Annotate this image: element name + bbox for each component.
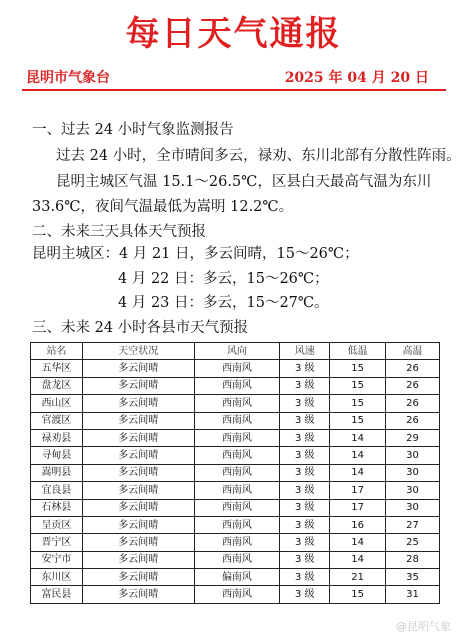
cell-wind-direction: 西南风 (194, 551, 280, 568)
cell-wind-direction: 西南风 (194, 586, 280, 603)
cell-wind-direction: 偏南风 (194, 569, 280, 586)
col-header-wind-speed: 风速 (280, 343, 330, 360)
col-header-high-temp: 高温 (386, 343, 440, 360)
cell-wind-speed: 3 级 (280, 377, 330, 394)
cell-wind-direction: 西南风 (194, 377, 280, 394)
cell-station: 安宁市 (31, 551, 83, 568)
table-row (31, 499, 440, 516)
cell-wind-direction: 西南风 (194, 412, 280, 429)
cell-high-temp: 28 (386, 551, 440, 568)
cell-high-temp: 27 (386, 516, 440, 533)
cell-station: 五华区 (31, 360, 83, 377)
table-row (31, 464, 440, 481)
cell-station: 石林县 (31, 499, 83, 516)
cell-wind-speed: 3 级 (280, 482, 330, 499)
cell-wind-direction: 西南风 (194, 516, 280, 533)
cell-high-temp: 26 (386, 360, 440, 377)
cell-high-temp: 30 (386, 464, 440, 481)
cell-wind-direction: 西南风 (194, 499, 280, 516)
cell-wind-speed: 3 级 (280, 464, 330, 481)
table-row (31, 447, 440, 464)
cell-wind-speed: 3 级 (280, 360, 330, 377)
cell-sky: 多云间晴 (82, 534, 194, 551)
col-header-low-temp: 低温 (330, 343, 386, 360)
issue-date: 2025 年 04 月 20 日 (284, 70, 429, 86)
cell-low-temp: 15 (330, 586, 386, 603)
table-row (31, 377, 440, 394)
table-row (31, 569, 440, 586)
table-row (31, 482, 440, 499)
cell-wind-speed: 3 级 (280, 551, 330, 568)
section1-line2: 昆明主城区气温 15.1～26.5℃，区县白天最高气温为东川 (56, 174, 432, 190)
cell-sky: 多云间晴 (82, 377, 194, 394)
cell-low-temp: 15 (330, 377, 386, 394)
section1-heading: 一、过去 24 小时气象监测报告 (32, 122, 234, 138)
cell-wind-speed: 3 级 (280, 412, 330, 429)
cell-wind-speed: 3 级 (280, 395, 330, 412)
table-row (31, 429, 440, 446)
table-row (31, 360, 440, 377)
cell-high-temp: 30 (386, 447, 440, 464)
cell-low-temp: 17 (330, 482, 386, 499)
col-header-station: 站名 (31, 343, 83, 360)
cell-low-temp: 16 (330, 516, 386, 533)
col-header-sky: 天空状况 (82, 343, 194, 360)
section3-heading: 三、未来 24 小时各县市天气预报 (32, 320, 249, 336)
section2-line1: 昆明主城区：4 月 21 日，多云间晴，15～26℃； (32, 246, 359, 262)
table-row (31, 586, 440, 603)
cell-low-temp: 15 (330, 395, 386, 412)
cell-station: 盘龙区 (31, 377, 83, 394)
cell-wind-direction: 西南风 (194, 360, 280, 377)
cell-low-temp: 15 (330, 412, 386, 429)
cell-sky: 多云间晴 (82, 586, 194, 603)
table-header-row (31, 343, 440, 360)
cell-wind-speed: 3 级 (280, 534, 330, 551)
cell-sky: 多云间晴 (82, 360, 194, 377)
cell-wind-speed: 3 级 (280, 499, 330, 516)
cell-station: 禄劝县 (31, 429, 83, 446)
cell-sky: 多云间晴 (82, 395, 194, 412)
cell-station: 晋宁区 (31, 534, 83, 551)
cell-wind-speed: 3 级 (280, 569, 330, 586)
col-header-wind-direction: 风向 (194, 343, 280, 360)
cell-wind-direction: 西南风 (194, 447, 280, 464)
cell-low-temp: 14 (330, 429, 386, 446)
cell-wind-speed: 3 级 (280, 586, 330, 603)
cell-low-temp: 14 (330, 464, 386, 481)
cell-wind-direction: 西南风 (194, 482, 280, 499)
cell-station: 呈贡区 (31, 516, 83, 533)
table-row (31, 412, 440, 429)
cell-station: 西山区 (31, 395, 83, 412)
cell-wind-direction: 西南风 (194, 534, 280, 551)
cell-wind-speed: 3 级 (280, 447, 330, 464)
cell-low-temp: 21 (330, 569, 386, 586)
cell-low-temp: 14 (330, 551, 386, 568)
cell-wind-direction: 西南风 (194, 464, 280, 481)
section2-line3: 4 月 23 日：多云，15～27℃。 (118, 295, 329, 311)
cell-sky: 多云间晴 (82, 499, 194, 516)
section2-line2: 4 月 22 日：多云，15～26℃； (118, 271, 329, 287)
cell-station: 官渡区 (31, 412, 83, 429)
cell-high-temp: 25 (386, 534, 440, 551)
cell-wind-speed: 3 级 (280, 516, 330, 533)
cell-sky: 多云间晴 (82, 569, 194, 586)
cell-station: 寻甸县 (31, 447, 83, 464)
cell-low-temp: 14 (330, 447, 386, 464)
cell-station: 东川区 (31, 569, 83, 586)
table-row (31, 395, 440, 412)
cell-low-temp: 15 (330, 360, 386, 377)
cell-high-temp: 26 (386, 395, 440, 412)
bulletin-title: 每日天气通报 (125, 14, 342, 54)
cell-wind-direction: 西南风 (194, 395, 280, 412)
cell-sky: 多云间晴 (82, 412, 194, 429)
table-row (31, 534, 440, 551)
section2-heading: 二、未来三天具体天气预报 (32, 224, 206, 240)
cell-sky: 多云间晴 (82, 516, 194, 533)
cell-station: 宜良县 (31, 482, 83, 499)
section1-line3: 33.6℃，夜间气温最低为嵩明 12.2℃。 (32, 199, 294, 215)
table-row (31, 551, 440, 568)
cell-high-temp: 26 (386, 412, 440, 429)
cell-low-temp: 14 (330, 534, 386, 551)
cell-high-temp: 29 (386, 429, 440, 446)
cell-wind-speed: 3 级 (280, 429, 330, 446)
cell-high-temp: 35 (386, 569, 440, 586)
cell-station: 嵩明县 (31, 464, 83, 481)
cell-sky: 多云间晴 (82, 482, 194, 499)
cell-high-temp: 31 (386, 586, 440, 603)
section1-line1: 过去 24 小时，全市晴间多云，禄劝、东川北部有分散性阵雨。 (56, 148, 461, 164)
cell-sky: 多云间晴 (82, 429, 194, 446)
issuer-name: 昆明市气象台 (26, 70, 110, 86)
cell-high-temp: 30 (386, 482, 440, 499)
cell-sky: 多云间晴 (82, 464, 194, 481)
cell-station: 富民县 (31, 586, 83, 603)
cell-sky: 多云间晴 (82, 551, 194, 568)
cell-high-temp: 26 (386, 377, 440, 394)
cell-high-temp: 30 (386, 499, 440, 516)
header-divider (22, 89, 446, 91)
cell-sky: 多云间晴 (82, 447, 194, 464)
cell-wind-direction: 西南风 (194, 429, 280, 446)
cell-low-temp: 17 (330, 499, 386, 516)
forecast-table (30, 342, 440, 604)
table-row (31, 516, 440, 533)
watermark: @昆明气象 (396, 620, 451, 633)
